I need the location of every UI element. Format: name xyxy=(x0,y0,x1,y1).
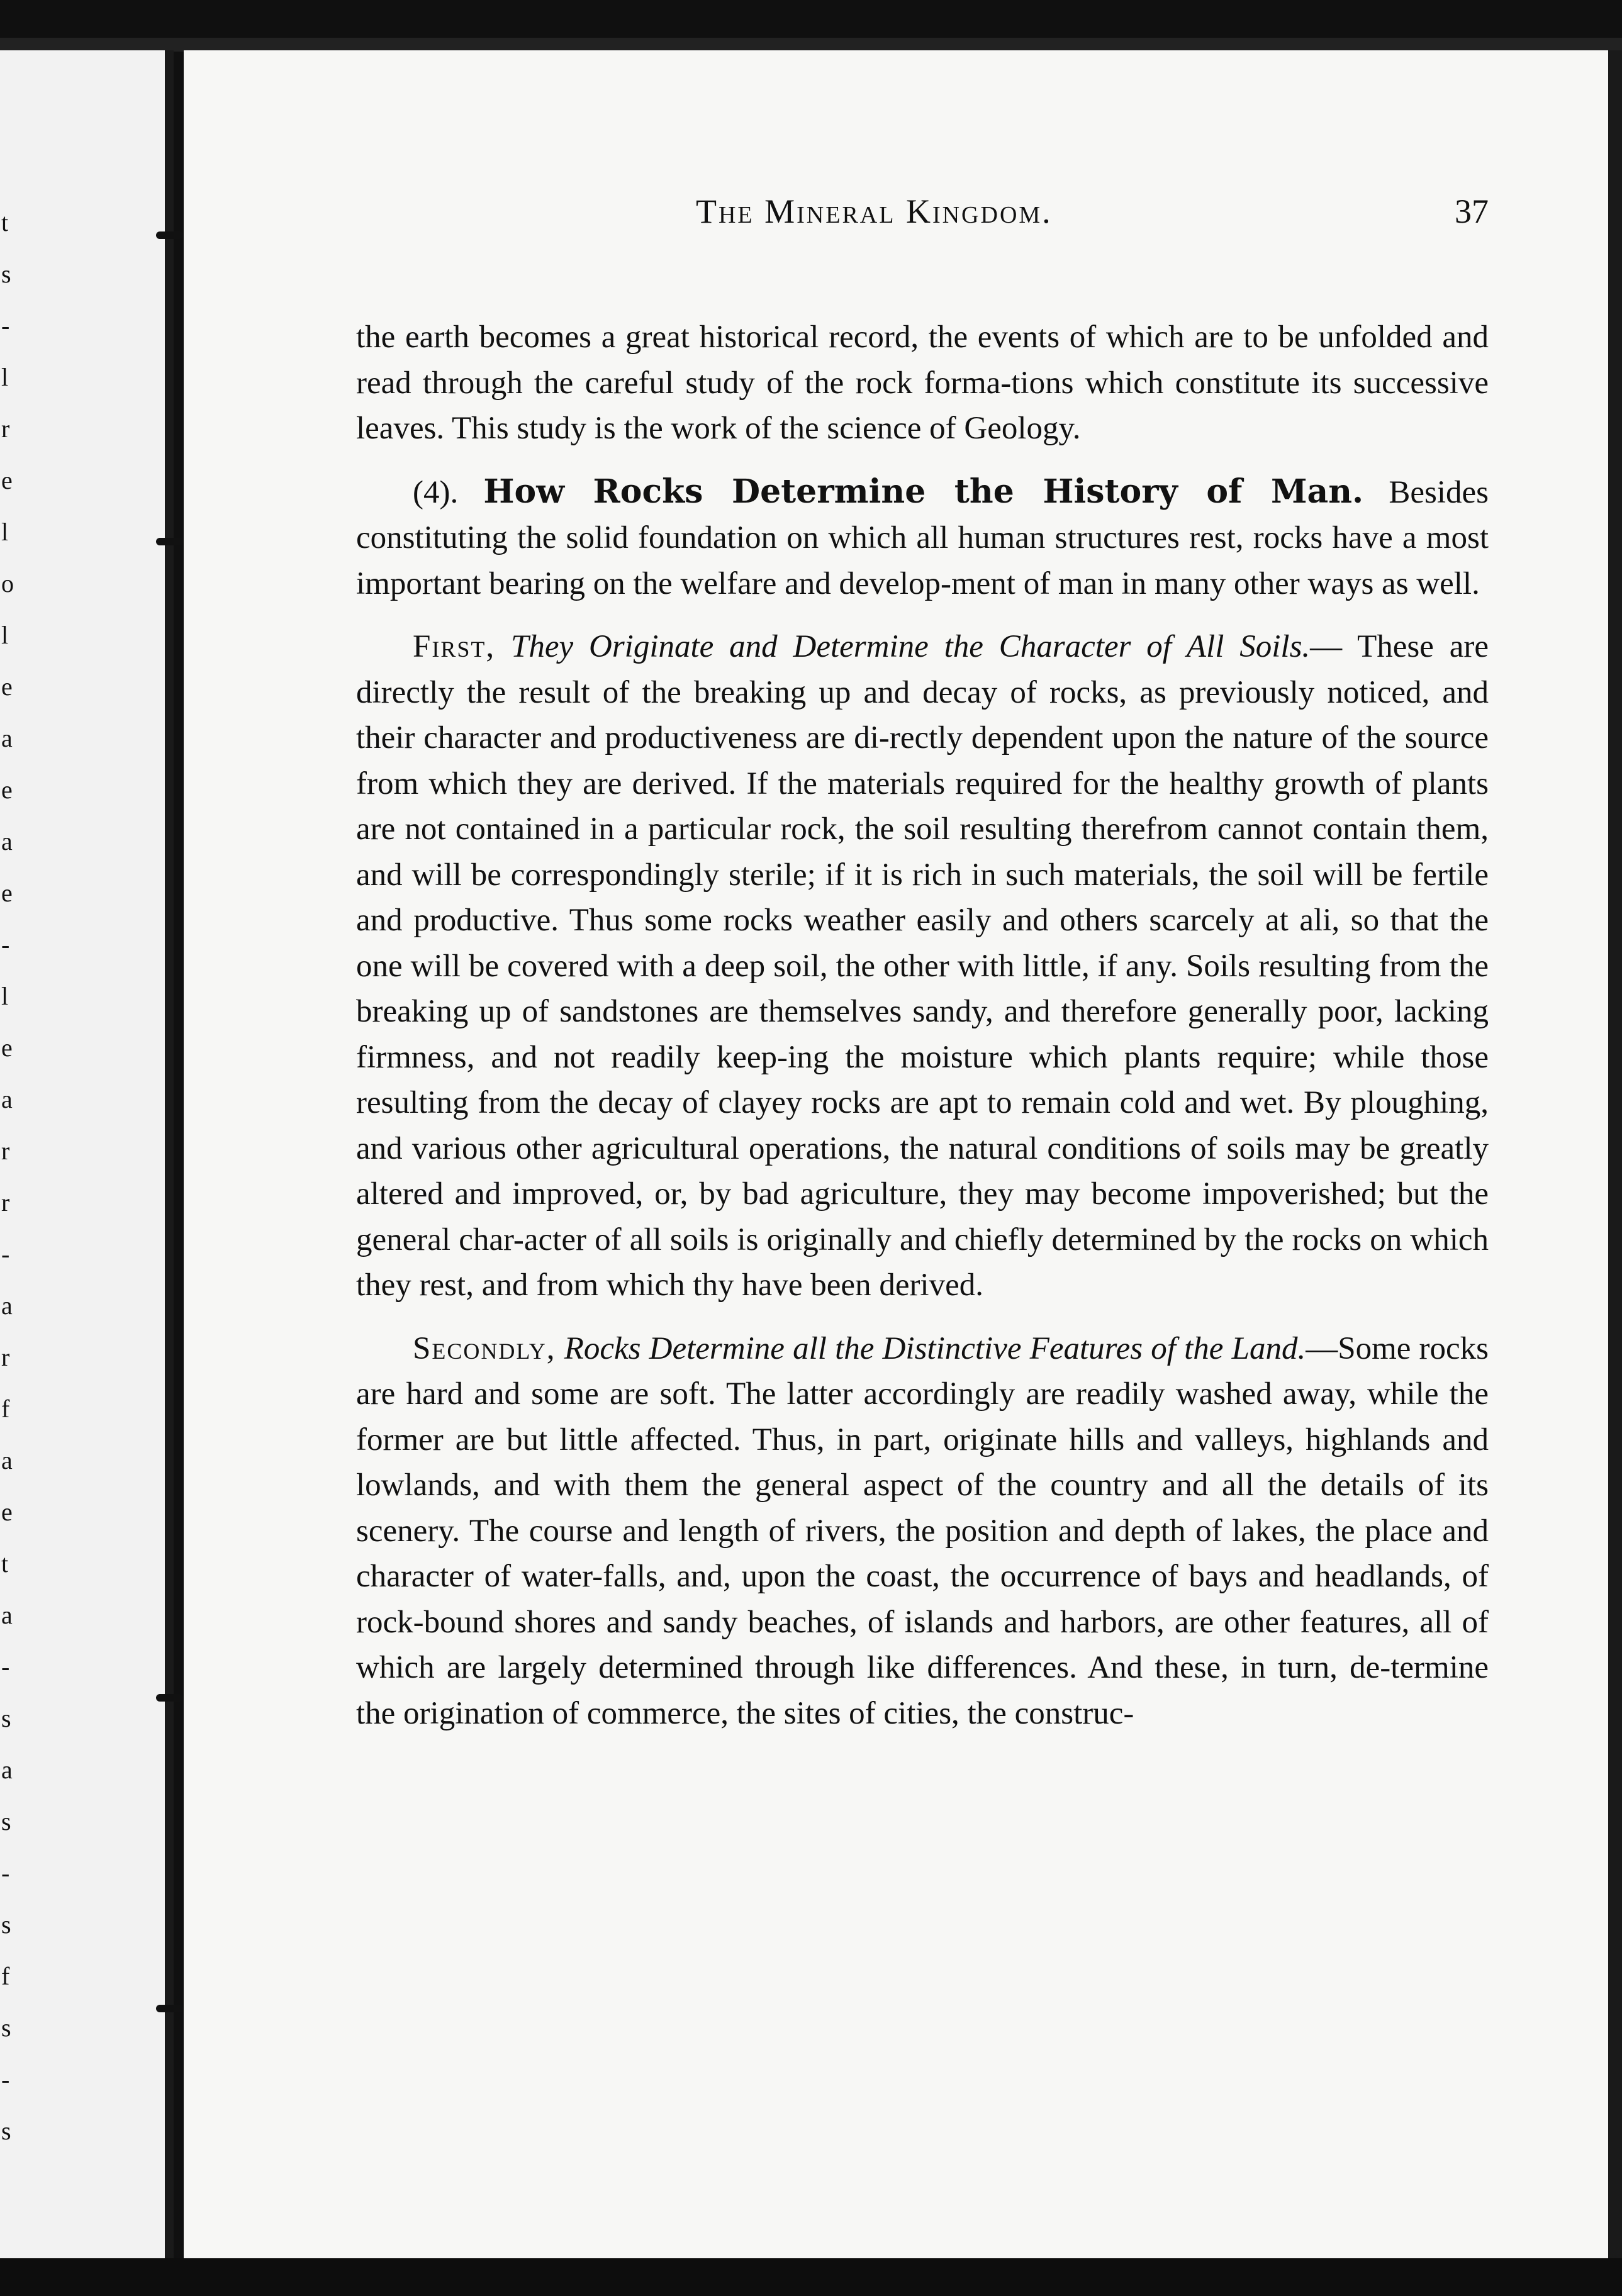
adjacent-page-letter: e xyxy=(1,1034,13,1062)
paragraph-italic-title: Rocks Determine all the Distinctive Features of the Land. xyxy=(564,1330,1306,1366)
binding-gutter xyxy=(165,50,174,2296)
section-heading: How Rocks Determine the History of Man. xyxy=(483,472,1364,511)
adjacent-page-letter: f xyxy=(1,1962,10,1990)
adjacent-page-letter: s xyxy=(1,2117,11,2145)
adjacent-page-letter: l xyxy=(1,518,9,546)
running-head xyxy=(356,192,1489,236)
adjacent-page-letter: - xyxy=(1,311,10,340)
paragraph-land-features xyxy=(356,1326,1489,1737)
adjacent-page-letter: e xyxy=(1,466,13,494)
adjacent-page-letter: a xyxy=(1,724,13,752)
paragraph-text: These are directly the result of the breaking up and decay of rocks, as previously noticed, and their character and productiveness are di-rectly dependent upon the nature of the source from which they are derived. If the materials required for the healthy growth of plants are not contained in a particular rock, the soil resulting therefrom cannot contain them, and will be correspondingly sterile; if it is rich in such materials, the soil will be fertile and productive. Thus some rocks weather easily and others scarcely at ali, so that the one will be covered with a deep soil, the other with little, if any. Soils resulting from the breaking up of sandstones are themselves sandy, and therefore generally poor, lacking firmness, and not readily keep-ing the moisture which plants require; while those resulting from the decay of clayey rocks are apt to remain cold and wet. By ploughing, and various other agricultural operations, the natural conditions of soils may be greatly altered and improved, or, by bad agriculture, they may become impoverished; but the general char-acter of all soils is originally and chiefly determined by the rocks on which they rest, and from which thy have been derived. xyxy=(356,629,1489,1303)
adjacent-page-letter: t xyxy=(1,1549,9,1578)
paragraph-lead: First, xyxy=(413,629,496,664)
running-title: The Mineral Kingdom. xyxy=(696,192,1053,230)
paragraph-lead: Secondly, xyxy=(413,1330,556,1366)
adjacent-page-letter: s xyxy=(1,260,11,288)
adjacent-page-letter: a xyxy=(1,1085,13,1113)
adjacent-page-letter: f xyxy=(1,1395,10,1423)
adjacent-page-edge xyxy=(0,50,170,2265)
em-dash: — xyxy=(1306,1330,1338,1366)
adjacent-page-letter: l xyxy=(1,621,9,649)
paragraph-continuation xyxy=(356,315,1489,452)
section-number: (4). xyxy=(413,474,459,510)
binding-stitch xyxy=(156,538,184,545)
paragraph-soils xyxy=(356,624,1489,1308)
binding-stitch xyxy=(156,2005,184,2012)
adjacent-page-letter: e xyxy=(1,879,13,907)
adjacent-page-letter: r xyxy=(1,1188,10,1217)
adjacent-page-letter: s xyxy=(1,1704,11,1732)
body-text xyxy=(356,315,1489,1736)
adjacent-page-letter: e xyxy=(1,672,13,701)
adjacent-page-letter: r xyxy=(1,1137,10,1165)
top-border xyxy=(0,38,1622,52)
em-dash: — xyxy=(1310,629,1343,664)
adjacent-page-letter: s xyxy=(1,2014,11,2042)
bottom-border xyxy=(0,2258,1622,2296)
paragraph-italic-title: They Originate and Determine the Character of All Soils. xyxy=(511,629,1311,664)
book-page xyxy=(184,50,1622,2258)
adjacent-page-letter: a xyxy=(1,827,13,855)
paragraph-text: the earth becomes a great historical record, the events of which are to be unfolded and read through the careful study of the rock forma-tions which constitute its successive leaves. This study is the work of the science of Geology. xyxy=(356,320,1489,446)
adjacent-page-letter: l xyxy=(1,363,9,391)
adjacent-page-letter: r xyxy=(1,415,10,443)
paragraph-text: Besides constituting the solid foundation on which all human structures rest, rocks have a most important bearing on the welfare and develop-ment of man in many other ways as well. xyxy=(356,474,1489,601)
adjacent-page-letter: - xyxy=(1,930,10,959)
page-number: 37 xyxy=(1455,192,1489,230)
right-page-edge xyxy=(1608,50,1622,2258)
adjacent-page-fragments xyxy=(0,50,19,2265)
adjacent-page-letter: a xyxy=(1,1756,13,1784)
adjacent-page-letter: e xyxy=(1,776,13,804)
adjacent-page-letter: t xyxy=(1,208,9,237)
adjacent-page-letter: s xyxy=(1,1910,11,1939)
adjacent-page-letter: a xyxy=(1,1446,13,1474)
adjacent-page-letter: - xyxy=(1,1240,10,1268)
binding-stitch xyxy=(156,231,184,239)
adjacent-page-letter: - xyxy=(1,1859,10,1887)
adjacent-page-letter: o xyxy=(1,569,14,598)
adjacent-page-letter: a xyxy=(1,1291,13,1320)
paragraph-rocks-history xyxy=(356,469,1489,607)
adjacent-page-letter: l xyxy=(1,982,9,1010)
adjacent-page-letter: - xyxy=(1,2065,10,2093)
binding-stitch xyxy=(156,1694,184,1702)
adjacent-page-letter: s xyxy=(1,1807,11,1836)
adjacent-page-letter: a xyxy=(1,1601,13,1629)
adjacent-page-letter: - xyxy=(1,1652,10,1681)
adjacent-page-letter: e xyxy=(1,1498,13,1526)
adjacent-page-letter: r xyxy=(1,1343,10,1371)
paragraph-text: Some rocks are hard and some are soft. The latter accordingly are readily washed away, while the former are but little affected. Thus, in part, originate hills and valleys, highlands and lowlands, and with them the general aspect of the country and all the details of its scenery. The course and length of rivers, the position and depth of lakes, the place and character of water-falls, and, upon the coast, the occurrence of bays and headlands, of rock-bound shores and sandy beaches, of islands and harbors, are other features, all of which are largely determined through like differences. And these, in turn, de-termine the origination of commerce, the sites of cities, the construc- xyxy=(356,1330,1489,1731)
